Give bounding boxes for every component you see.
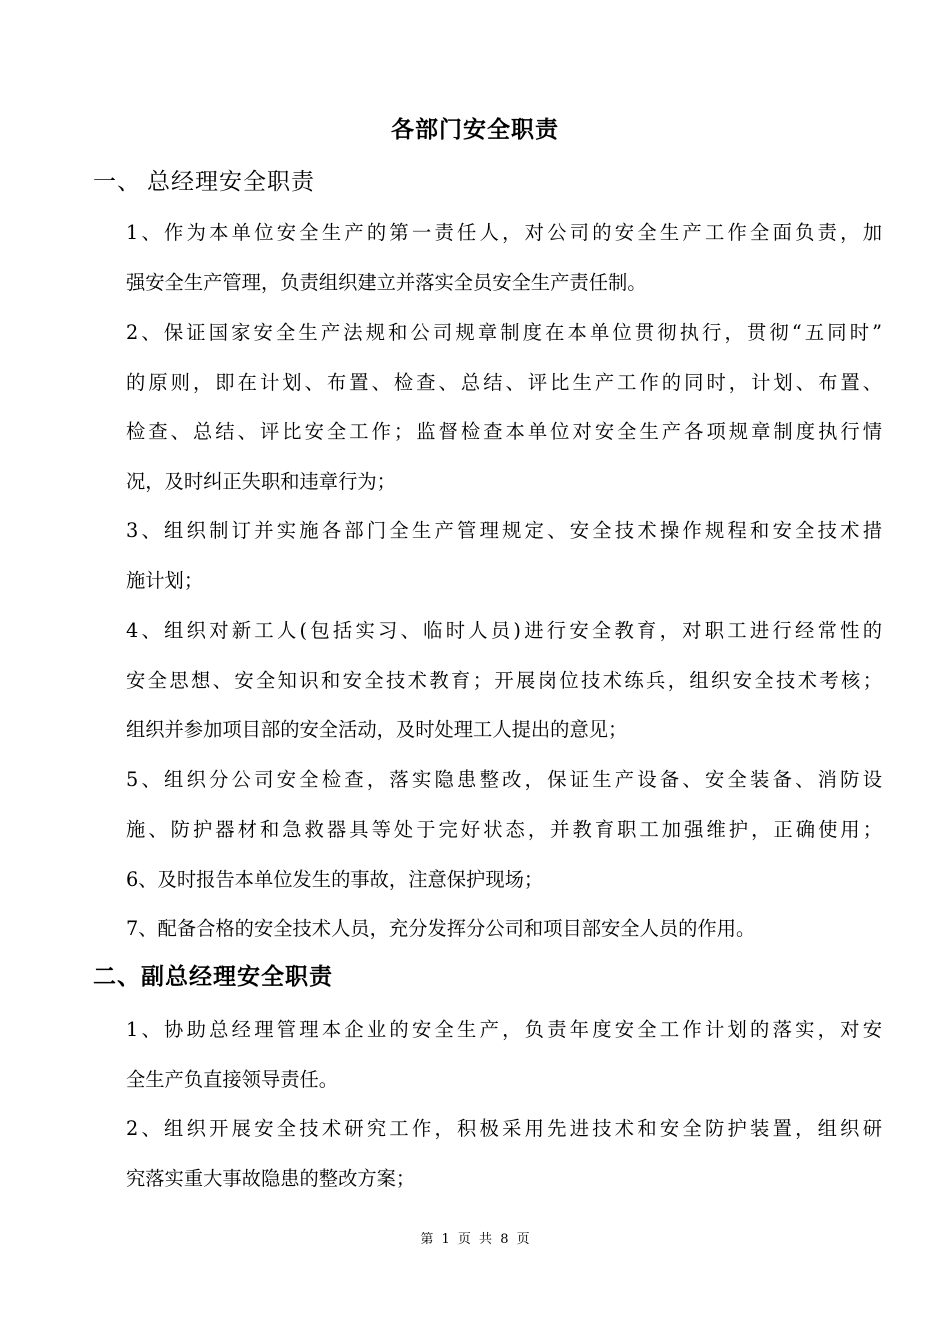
paragraph-1-1 [126, 208, 882, 307]
page-footer: 第 1 页 共 8 页 [420, 1232, 530, 1247]
section-title-1: 总经理安全职责 [147, 169, 315, 195]
section-number-2: 二、 [93, 964, 141, 990]
paragraph-line: 的原则，即在计划、布置、检查、总结、评比生产工作的同时，计划、布置、 [126, 370, 882, 394]
paragraph-line: 施计划； [126, 568, 204, 592]
paragraph-1-7 [126, 904, 882, 954]
section-heading-1 [93, 166, 315, 198]
paragraph-line: 施、防护器材和急救器具等处于完好状态，并教育职工加强维护，正确使用； [126, 817, 882, 841]
paragraph-line: 检查、总结、评比安全工作；监督检查本单位对安全生产各项规章制度执行情 [126, 420, 882, 443]
paragraph-2-1 [126, 1005, 882, 1104]
paragraph-line: 1、作为本单位安全生产的第一责任人，对公司的安全生产工作全面负责，加 [126, 221, 882, 244]
paragraph-1-5 [126, 755, 882, 854]
paragraph-line: 4、组织对新工人(包括实习、临时人员)进行安全教育，对职工进行经常性的 [126, 619, 882, 642]
paragraph-1-6 [126, 855, 882, 905]
paragraph-line: 全生产负直接领导责任。 [126, 1067, 339, 1091]
paragraph-line: 1、协助总经理管理本企业的安全生产，负责年度安全工作计划的落实，对安 [126, 1018, 882, 1041]
paragraph-line: 2、组织开展安全技术研究工作，积极采用先进技术和安全防护装置，组织研 [126, 1117, 882, 1140]
paragraph-1-3 [126, 506, 882, 605]
section-title-2: 副总经理安全职责 [141, 964, 333, 990]
paragraph-line: 组织并参加项目部的安全活动，及时处理工人提出的意见； [126, 718, 628, 741]
paragraph-line: 况，及时纠正失职和违章行为； [126, 469, 396, 493]
paragraph-line: 7、配备合格的安全技术人员，充分发挥分公司和项目部安全人员的作用。 [126, 917, 756, 940]
document-title: 各部门安全职责 [391, 117, 559, 143]
paragraph-line: 安全思想、安全知识和安全技术教育；开展岗位技术练兵，组织安全技术考核； [126, 668, 882, 692]
paragraph-line: 强安全生产管理，负责组织建立并落实全员安全生产责任制。 [126, 270, 647, 294]
paragraph-1-4 [126, 606, 882, 755]
paragraph-line: 5、组织分公司安全检查，落实隐患整改，保证生产设备、安全装备、消防设 [126, 768, 882, 791]
section-number-1: 一、 [93, 169, 141, 195]
paragraph-1-2 [126, 308, 882, 506]
section-heading-2 [93, 961, 333, 993]
paragraph-line: 6、及时报告本单位发生的事故，注意保护现场； [126, 868, 544, 891]
paragraph-line: 3、组织制订并实施各部门全生产管理规定、安全技术操作规程和安全技术措 [126, 519, 882, 542]
paragraph-line: 2、保证国家安全生产法规和公司规章制度在本单位贯彻执行，贯彻“五同时” [126, 321, 882, 344]
paragraph-2-2 [126, 1104, 882, 1203]
paragraph-line: 究落实重大事故隐患的整改方案； [126, 1166, 416, 1190]
